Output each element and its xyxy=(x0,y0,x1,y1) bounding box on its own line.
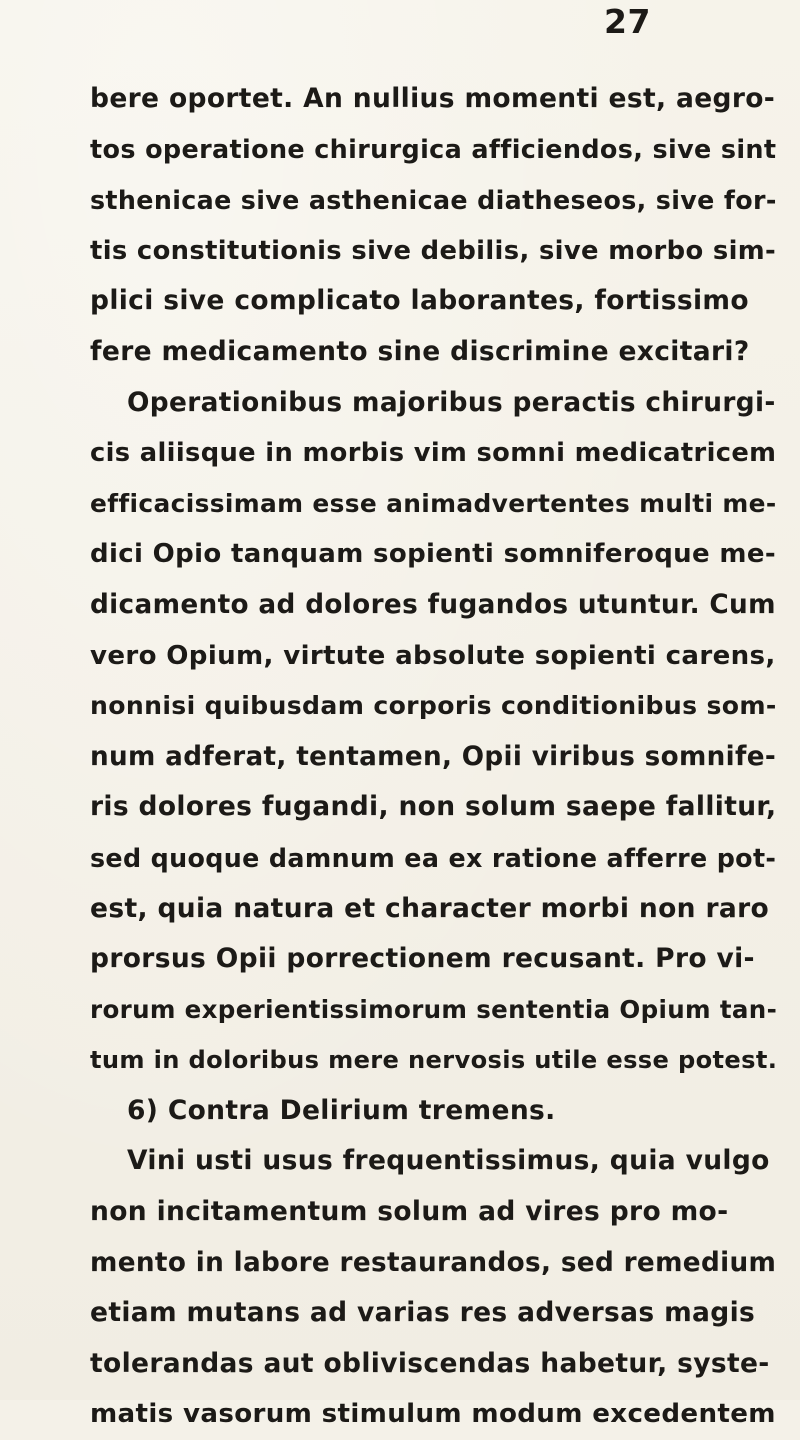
text-line: etiam mutans ad varias res adversas magis xyxy=(90,1297,756,1329)
body-text xyxy=(90,74,790,1440)
text-line: plici sive complicato laborantes, fortissimo xyxy=(90,285,749,317)
text-line: prorsus Opii porrectionem recusant. Pro vi- xyxy=(90,943,755,975)
text-line: nonnisi quibusdam corporis conditionibus som- xyxy=(90,691,777,721)
text-line: mento in labore restaurandos, sed remedium xyxy=(90,1247,777,1278)
text-line: ris dolores fugandi, non solum saepe fallitur, xyxy=(90,791,777,823)
text-line: tolerandas aut obliviscendas habetur, syste- xyxy=(90,1347,770,1379)
text-line: rorum experientissimorum sententia Opium tan- xyxy=(90,994,778,1024)
text-line: non incitamentum solum ad vires pro mo- xyxy=(90,1196,729,1228)
text-line: sthenicae sive asthenicae diatheseos, sive for- xyxy=(90,185,777,216)
text-line: Operationibus majoribus peractis chirurgi- xyxy=(127,387,776,418)
text-line: Vini usti usus frequentissimus, quia vulgo xyxy=(127,1145,770,1177)
text-line: fere medicamento sine discrimine excitari? xyxy=(90,335,750,367)
text-line: num adferat, tentamen, Opii viribus somnife- xyxy=(90,741,777,772)
text-line: tum in doloribus mere nervosis utile esse potest. xyxy=(90,1046,778,1075)
page-number: 27 xyxy=(604,2,651,41)
text-line: vero Opium, virtute absolute sopienti carens, xyxy=(90,640,776,671)
text-line: sed quoque damnum ea ex ratione afferre pot- xyxy=(90,842,777,873)
text-line: tos operatione chirurgica afficiendos, sive sint xyxy=(90,134,777,165)
text-line: cis aliisque in morbis vim somni medicatricem xyxy=(90,438,777,469)
text-line: dici Opio tanquam sopienti somniferoque me- xyxy=(90,539,776,570)
text-line: matis vasorum stimulum modum excedentem xyxy=(90,1399,776,1430)
text-line: 6) Contra Delirium tremens. xyxy=(127,1094,556,1126)
text-line: bere oportet. An nullius momenti est, aegro- xyxy=(90,83,776,114)
text-line: efficacissimam esse animadvertentes multi me- xyxy=(90,488,777,518)
text-line: dicamento ad dolores fugandos utuntur. Cum xyxy=(90,589,776,620)
text-line: tis constitutionis sive debilis, sive morbo sim- xyxy=(90,235,777,266)
text-line: est, quia natura et character morbi non raro xyxy=(90,892,770,924)
